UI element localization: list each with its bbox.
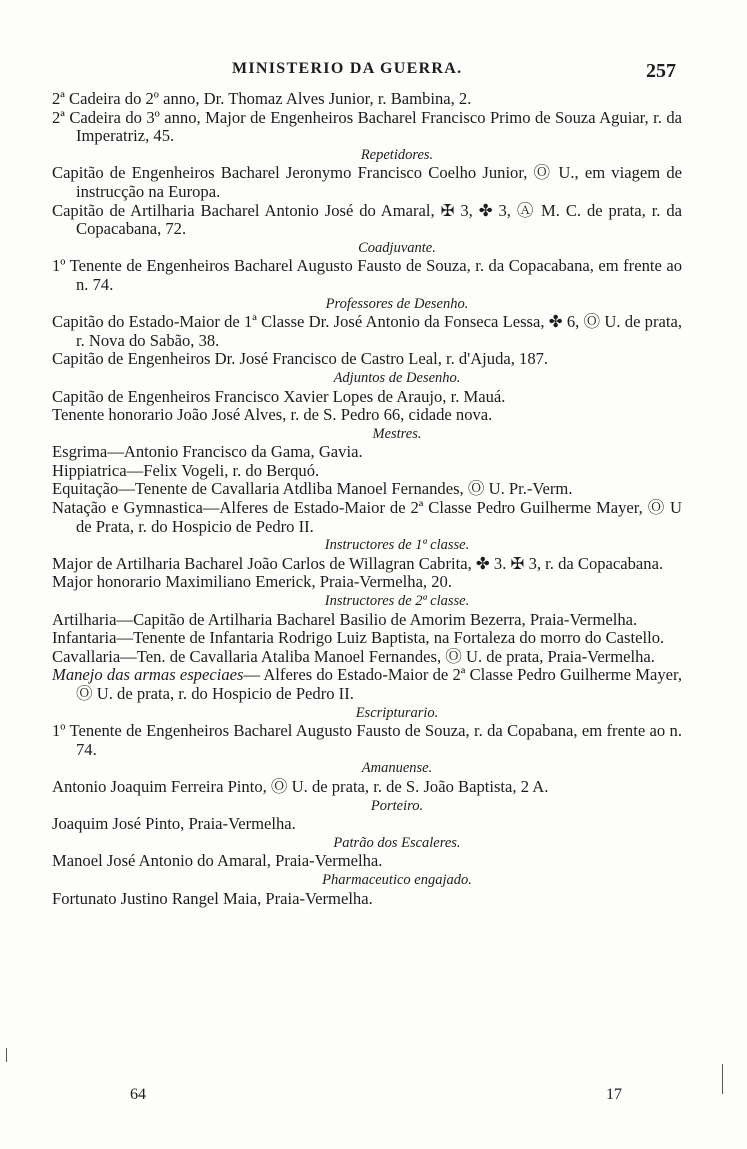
listing-entry: Joaquim José Pinto, Praia-Vermelha.: [52, 814, 296, 834]
listing-entry: Esgrima—Antonio Francisco da Gama, Gavia.: [52, 442, 363, 462]
section-heading: Pharmaceutico engajado.: [322, 871, 472, 888]
page-number: 257: [646, 60, 676, 82]
section-heading: Repetidores.: [360, 146, 434, 163]
listing-entry: Capitão de Engenheiros Francisco Xavier Lopes de Araujo, r. Mauá.: [52, 386, 506, 406]
margin-mark-left: [6, 1048, 7, 1062]
listing-entry: Fortunato Justino Rangel Maia, Praia-Vermelha.: [52, 888, 373, 908]
listing-entry: Cavallaria—Ten. de Cavallaria Ataliba Manoel Fernandes, Ⓞ U. de prata, Praia-Vermelha.: [52, 646, 655, 666]
page-header-title: MINISTERIO DA GUERRA.: [232, 60, 463, 77]
listing-entry: Hippiatrica—Felix Vogeli, r. do Berquó.: [52, 460, 320, 480]
entry-text: — Alferes do Estado-Maior de 2ª Classe Pedro Guilherme Mayer, Ⓞ U. de prata, r. do Hospicio de Pedro II.: [76, 665, 682, 703]
listing-entry: Equitação—Tenente de Cavallaria Atdliba Manoel Fernandes, Ⓞ U. Pr.-Verm.: [52, 479, 573, 499]
section-heading: Amanuense.: [361, 760, 433, 777]
listing-entry: Major honorario Maximiliano Emerick, Praia-Vermelha, 20.: [52, 572, 452, 592]
entry-italic-lead: Manejo das armas especiaes: [52, 665, 244, 685]
listing-entry: 2ª Cadeira do 3º anno, Major de Engenheiros Bacharel Francisco Primo de Souza Aguiar, r. da Imperatriz, 45.: [52, 107, 682, 146]
section-heading: Professores de Desenho.: [325, 295, 469, 312]
section-heading: Instructores de 1ª classe.: [324, 537, 470, 554]
section-heading: Instructores de 2ª classe.: [324, 593, 470, 610]
section-heading: Patrão dos Escaleres.: [333, 834, 461, 851]
margin-mark-right: [722, 1064, 723, 1094]
listing-entry: 2ª Cadeira do 2º anno, Dr. Thomaz Alves Junior, r. Bambina, 2.: [52, 89, 472, 108]
footer-signature-right: 17: [606, 1086, 622, 1103]
section-heading: Coadjuvante.: [358, 239, 436, 256]
listing-entry: Natação e Gymnastica—Alferes de Estado-Maior de 2ª Classe Pedro Guilherme Mayer, Ⓞ U de Prata, r. do Hospicio de Pedro II.: [52, 498, 682, 536]
section-heading: Mestres.: [372, 425, 422, 442]
listing-entry: Capitão de Engenheiros Bacharel Jeronymo Francisco Coelho Junior, Ⓞ U., em viagem de instrucção na Europa.: [52, 163, 682, 201]
listing-entry: Antonio Joaquim Ferreira Pinto, Ⓞ U. de prata, r. de S. João Baptista, 2 A.: [52, 776, 549, 796]
listing-entry: Tenente honorario João José Alves, r. de S. Pedro 66, cidade nova.: [52, 405, 493, 425]
listing-entry: Infantaria—Tenente de Infantaria Rodrigo Luiz Baptista, na Fortaleza do morro do Castello.: [52, 628, 665, 648]
listing-entry: Manoel José Antonio do Amaral, Praia-Vermelha.: [52, 851, 383, 871]
listing-entry: Capitão de Engenheiros Dr. José Francisco de Castro Leal, r. d'Ajuda, 187.: [52, 349, 549, 369]
listing-entry: 1º Tenente de Engenheiros Bacharel Augusto Fausto de Souza, r. da Copabana, em frente ao n. 74.: [52, 721, 682, 759]
listing-entry: Artilharia—Capitão de Artilharia Bacharel Basilio de Amorim Bezerra, Praia-Vermelha.: [52, 609, 638, 629]
listing-entry: 1º Tenente de Engenheiros Bacharel Augusto Fausto de Souza, r. da Copacabana, em frente ao n. 74.: [52, 256, 682, 294]
listing-entry: Major de Artilharia Bacharel João Carlos de Willagran Cabrita, ✤ 3. ✠ 3, r. da Copacabana.: [52, 553, 664, 573]
section-heading: Escripturario.: [355, 704, 439, 721]
section-heading: Porteiro.: [370, 797, 424, 814]
section-heading: Adjuntos de Desenho.: [333, 369, 461, 386]
listing-entry: [52, 666, 682, 703]
listing-entry: Capitão do Estado-Maior de 1ª Classe Dr. José Antonio da Fonseca Lessa, ✤ 6, Ⓞ U. de prata, r. Nova do Sabão, 38.: [52, 312, 682, 350]
footer-signature-left: 64: [130, 1086, 146, 1103]
listing-entry: Capitão de Artilharia Bacharel Antonio José do Amaral, ✠ 3, ✤ 3, Ⓐ M. C. de prata, r. da Copacabana, 72.: [52, 200, 682, 239]
document-body: [52, 90, 682, 908]
